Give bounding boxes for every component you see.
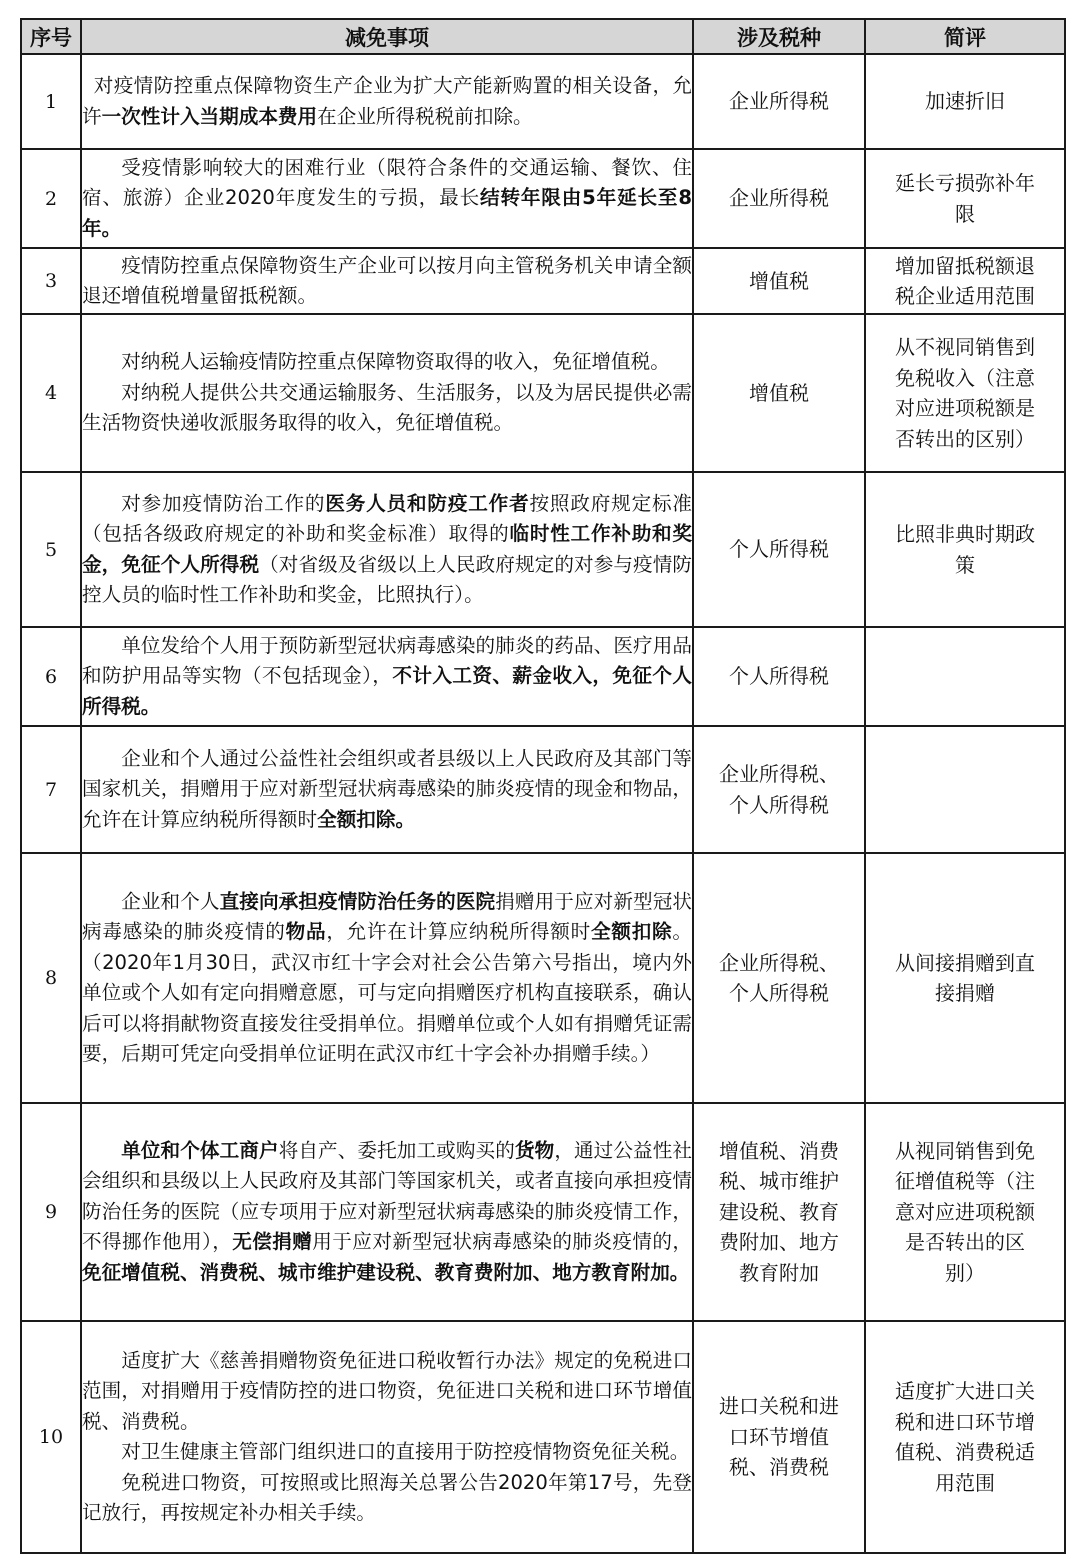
tax-line: 企业所得税 [729,89,829,114]
relief-item [81,853,693,1103]
comment-line: 从视同销售到免 [895,1138,1035,1163]
tax-types [693,627,865,726]
relief-item [81,54,693,149]
comment-line: 比照非典时期政 [895,522,1035,546]
text-run: 在企业所得税税前扣除。 [317,104,533,128]
relief-item [81,248,693,314]
tax-types [693,248,865,314]
bold-text: 单位和个体工商户 [121,1138,279,1162]
row-number: 9 [21,1103,81,1321]
text-run: 对卫生健康主管部门组织进口的直接用于防控疫情物资免征关税。 [121,1440,690,1463]
comment-line: 限 [955,201,975,226]
comment-line: 延长亏损弥补年 [895,171,1035,195]
text-run: 单位发给个人用于预防新型冠状病毒感染的肺炎的药品、医疗用品和防护用品等实物（不包括现金）， [82,633,692,688]
table-row [21,149,1065,248]
text-run: 捐赠用于应对新型冠状病毒感染的肺炎疫情的 [82,889,693,943]
comment-line: 税和进口环节增 [895,1409,1035,1434]
table-header [21,19,1065,54]
bold-text: 货物 [514,1138,555,1162]
text-run: 适度扩大《慈善捐赠物资免征进口税收暂行办法》规定的免税进口范围，对捐赠用于疫情防控的进口物资，免征进口关税和进口环节增值税、消费税。 [82,1348,692,1433]
tax-line: 增值税、消费 [719,1138,839,1163]
tax-types [693,149,865,248]
tax-line: 企业所得税、 [719,950,839,975]
table-row [21,627,1065,726]
comment-line: 意对应进项税额 [895,1199,1035,1224]
bold-text: 临时性工作补助和奖金，免征个人所得税 [82,522,693,576]
comment-line: 税企业适用范围 [895,284,1035,308]
relief-paragraph [82,489,692,611]
tax-line: 教育附加 [739,1260,819,1285]
text-run: 企业和个人 [121,889,220,913]
text-run: 企业和个人通过公益性社会组织或者县级以上人民政府及其部门等国家机关，捐赠用于应对新型冠状病毒感染的肺炎疫情的现金和物品，允许在计算应纳税所得额时 [82,746,692,831]
comment-line: 否转出的区别） [895,426,1035,451]
relief-item [81,726,693,853]
comment [865,1321,1065,1553]
bold-text: 医务人员和防疫工作者 [325,491,530,515]
header-tax: 涉及税种 [693,19,865,54]
comment-line: 策 [955,552,975,577]
relief-item [81,149,693,248]
text-run: 按照政府规定标准（包括各级政府规定的补助和奖金标准）取得的 [82,491,693,545]
comment [865,314,1065,472]
comment [865,627,1065,726]
relief-paragraph [82,1437,692,1468]
row-number: 4 [21,314,81,472]
tax-line: 企业所得税 [729,186,829,211]
bold-text: 无偿捐赠 [232,1230,313,1254]
row-number: 8 [21,853,81,1103]
relief-item [81,1321,693,1553]
tax-line: 个人所得税 [729,664,829,689]
comment [865,472,1065,627]
relief-paragraph [82,378,692,439]
tax-line: 个人所得税 [729,537,829,562]
row-number: 5 [21,472,81,627]
tax-line: 增值税 [749,268,809,293]
tax-line: 个人所得税 [729,981,829,1005]
text-run: （对省级及省级以上人民政府规定的对参与疫情防控人员的临时性工作补助和奖金，比照执行）。 [82,552,693,606]
tax-types [693,472,865,627]
text-run: 。（2020年1月30日，武汉市红十字会对社会公告第六号指出，境内外单位或个人如有定向捐赠意愿，可与定向捐赠医疗机构直接联系，确认后可以将捐献物资直接发往受捐单位。捐赠单位或个人如有捐赠凭证需要，后期可凭定向受捐单位证明在武汉市红十字会补办捐赠手续。） [82,920,693,1065]
tax-line: 建设税、教育 [719,1199,839,1224]
tax-line: 企业所得税、 [719,762,839,786]
bold-text: 一次性计入当期成本费用 [101,104,318,128]
tax-relief-table [20,18,1066,1554]
relief-paragraph [82,1136,692,1289]
row-number: 2 [21,149,81,248]
comment-line: 值税、消费税适 [895,1440,1035,1464]
tax-line: 进口关税和进 [719,1394,839,1419]
comment-line: 对应进项税额是 [895,396,1035,420]
table-row [21,1321,1065,1553]
bold-text: 不计入工资、薪金收入，免征个人所得税。 [82,664,693,718]
comment-line: 从间接捐赠到直 [895,950,1035,975]
comment [865,1103,1065,1321]
comment-line: 免税收入（注意 [895,365,1035,390]
relief-paragraph [82,744,692,836]
relief-item [81,314,693,472]
relief-paragraph [82,1346,692,1438]
row-number: 7 [21,726,81,853]
tax-types [693,1321,865,1553]
comment [865,853,1065,1103]
tax-types [693,314,865,472]
text-run: ，允许在计算应纳税所得额时 [326,920,591,943]
comment [865,248,1065,314]
text-run: ，通过公益性社会组织和县级以上人民政府及其部门等国家机关，或者直接向承担疫情防治任务的医院（应专项用于应对新型冠状病毒感染的肺炎疫情工作，不得挪作他用）， [82,1138,693,1254]
text-run: 用于应对新型冠状病毒感染的肺炎疫情的， [312,1230,693,1254]
tax-types [693,54,865,149]
tax-types [693,853,865,1103]
header-row [21,19,1065,54]
comment [865,149,1065,248]
text-run: 疫情防控重点保障物资生产企业可以按月向主管税务机关申请全额退还增值税增量留抵税额。 [82,253,692,307]
table-row [21,54,1065,149]
tax-line: 个人所得税 [729,792,829,817]
row-number: 3 [21,248,81,314]
relief-paragraph [82,251,692,312]
text-run: 对纳税人提供公共交通运输服务、生活服务，以及为居民提供必需生活物资快递收派服务取得的收入，免征增值税。 [82,380,692,435]
comment-line: 用范围 [935,1470,995,1495]
comment-line: 接捐赠 [935,981,995,1005]
bold-text: 直接向承担疫情防治任务的医院 [219,889,496,913]
text-run: 受疫情影响较大的困难行业（限符合条件的交通运输、餐饮、住宿、旅游）企业2020年度发生的亏损，最长 [82,155,692,210]
relief-paragraph [82,347,692,378]
tax-line: 费附加、地方 [719,1230,839,1255]
bold-text: 全额扣除。 [317,807,416,831]
comment-line: 征增值税等（注 [895,1169,1035,1194]
relief-item [81,1103,693,1321]
comment [865,726,1065,853]
relief-paragraph [82,71,692,132]
table-row [21,248,1065,314]
tax-types [693,1103,865,1321]
relief-paragraph [82,1468,692,1529]
tax-line: 税、城市维护 [719,1169,839,1194]
relief-item [81,472,693,627]
header-no: 序号 [21,19,81,54]
table-row [21,314,1065,472]
comment-line: 别） [945,1260,985,1285]
tax-line: 口环节增值 [729,1424,829,1449]
relief-paragraph [82,887,692,1070]
relief-paragraph [82,153,692,245]
text-run: 对纳税人运输疫情防控重点保障物资取得的收入，免征增值税。 [121,350,670,374]
relief-item [81,627,693,726]
bold-text: 结转年限由5年延长至8年。 [82,186,692,240]
comment-line: 加速折旧 [925,89,1005,114]
header-item: 减免事项 [81,19,693,54]
relief-paragraph [82,631,692,723]
comment-line: 是否转出的区 [905,1230,1025,1255]
header-note: 简评 [865,19,1065,54]
row-number: 6 [21,627,81,726]
table-body [21,54,1065,1553]
bold-text: 全额扣除 [590,920,673,943]
bold-text: 物品 [285,920,327,943]
table-row [21,472,1065,627]
text-run: 对参加疫情防治工作的 [121,491,326,515]
tax-types [693,726,865,853]
bold-text: 免征增值税、消费税、城市维护建设税、教育费附加、地方教育附加。 [82,1260,690,1284]
row-number: 1 [21,54,81,149]
comment-line: 适度扩大进口关 [895,1379,1035,1403]
text-run: 免税进口物资，可按照或比照海关总署公告2020年第17号，先登记放行，再按规定补办相关手续。 [82,1470,692,1524]
row-number: 10 [21,1321,81,1553]
table-row [21,726,1065,853]
text-run: 对疫情防控重点保障物资生产企业为扩大产能新购置的相关设备，允许 [82,74,692,128]
comment-line: 增加留抵税额退 [895,253,1035,278]
table-row [21,853,1065,1103]
comment [865,54,1065,149]
tax-line: 增值税 [749,380,809,405]
text-run: 将自产、委托加工或购买的 [278,1138,515,1162]
table-row [21,1103,1065,1321]
tax-line: 税、消费税 [729,1455,829,1480]
comment-line: 从不视同销售到 [895,335,1035,359]
